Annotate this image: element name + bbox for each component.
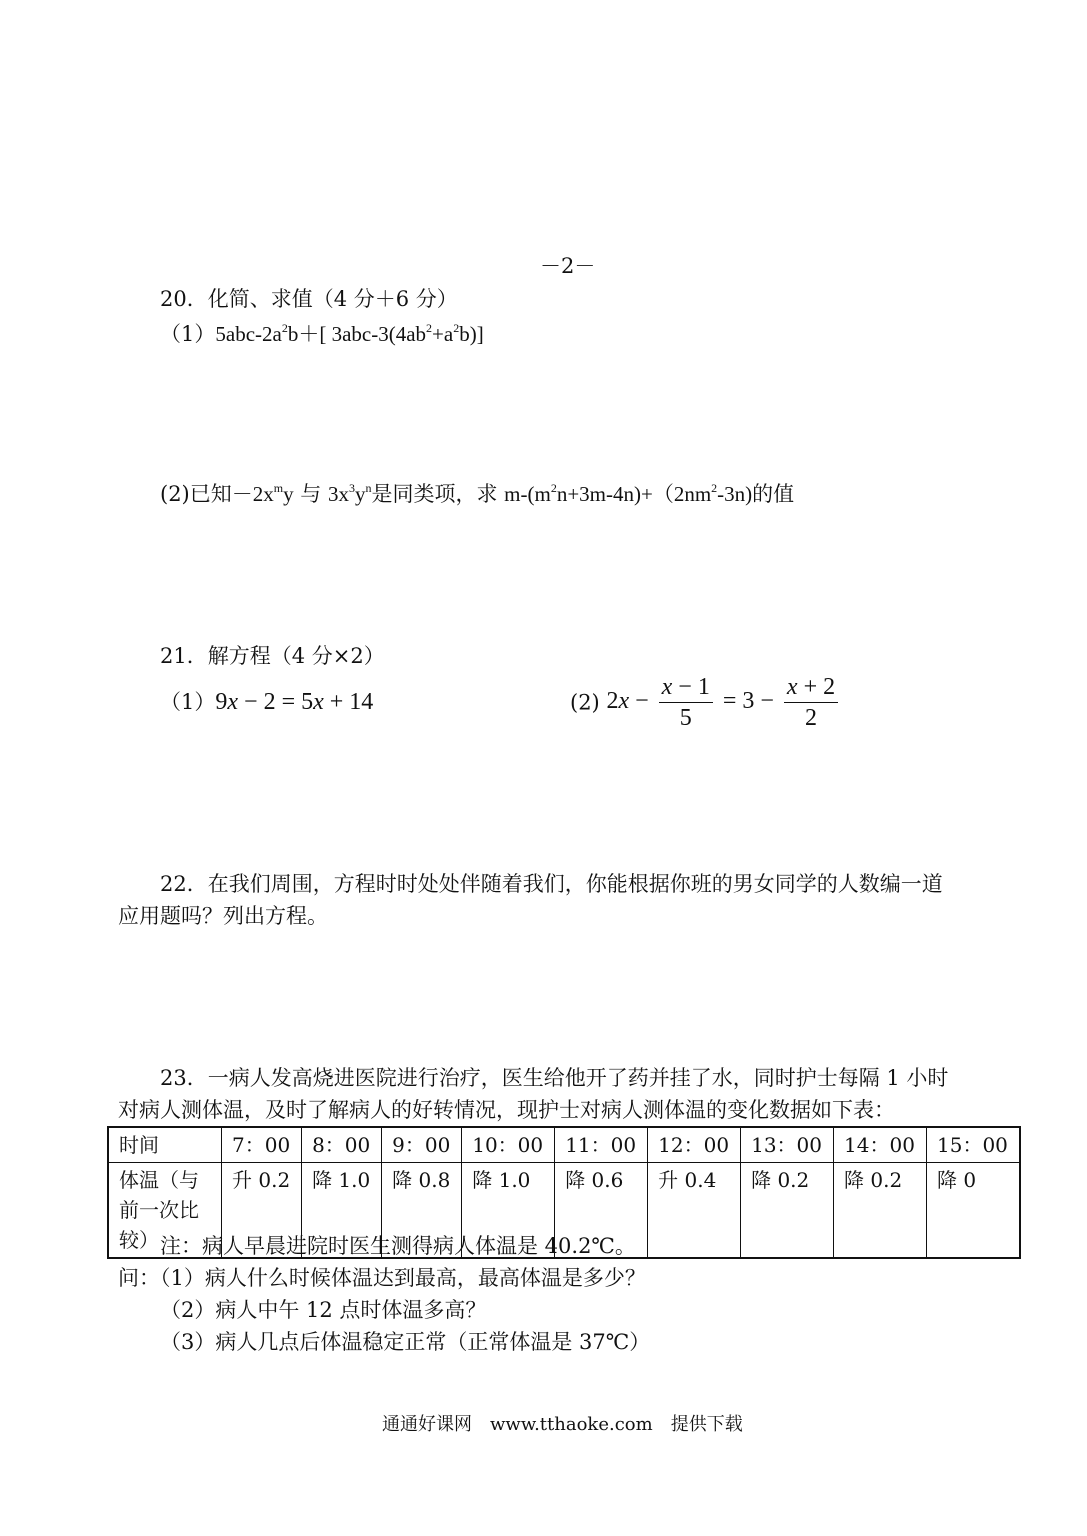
q22-line1: 22．在我们周围，方程时时处处伴随着我们，你能根据你班的男女同学的人数编一道	[160, 872, 943, 896]
q21-title: 21．解方程（4 分×2）	[160, 644, 385, 668]
q20-title: 20．化简、求值（4 分＋6 分）	[160, 287, 458, 311]
q20-part1-expression: $5abc-2a^2b+$[ $3abc-3(4ab^2+a^2b)$]	[215, 321, 484, 346]
q21-part1-label: （1）	[160, 690, 216, 714]
q20-part2	[160, 480, 794, 508]
q23-question-1-text: （1）病人什么时候体温达到最高，最高体温是多少？	[160, 1266, 646, 1290]
table-time-cell: 14：00	[834, 1127, 927, 1163]
table-row-label: 体温（与前一次比较）	[108, 1163, 222, 1259]
table-change-cell: 升 0.2	[222, 1163, 302, 1259]
q23-note: 注：病人早晨进院时医生测得病人体温是 40.2℃。	[160, 1234, 636, 1258]
table-change-cell: 降 0.2	[834, 1163, 927, 1259]
table-time-cell: 8：00	[302, 1127, 382, 1163]
page-number: －2－	[540, 254, 596, 278]
q20-term-a: $2x^my$	[252, 481, 294, 506]
q20-part2-expression: $m-(m^2n+3m-4n)+(2nm^2-3n)$	[504, 481, 753, 506]
table-time-cell: 11：00	[555, 1127, 648, 1163]
table-change-cell: 降 0.2	[741, 1163, 834, 1259]
q21-part2-label: (2)	[570, 690, 600, 715]
footer-credit: 通通好课网 www.tthaoke.com 提供下载	[382, 1414, 743, 1435]
q21-equation-1: 9x − 2 = 5x + 14	[215, 689, 374, 715]
table-time-cell: 12：00	[648, 1127, 741, 1163]
fraction-x-plus-2-over-2: $\frac{x + 2}{2}$	[784, 672, 838, 733]
table-change-cell: 升 0.4	[648, 1163, 741, 1259]
table-time-cell: 13：00	[741, 1127, 834, 1163]
q20-part2-end: 的值	[752, 482, 795, 506]
q21-equation-2: 2x − $\frac{x - 1}{5}$ = 3 − $\frac{x + 2}{2}$	[606, 688, 842, 714]
q23-question-1	[118, 1264, 646, 1292]
table-header-row	[108, 1127, 1020, 1163]
table-change-cell: 降 1.0	[462, 1163, 555, 1259]
table-time-cell: 9：00	[382, 1127, 462, 1163]
q20-part2-label: (2)已知－	[160, 482, 253, 506]
table-change-cell: 降 1.0	[302, 1163, 382, 1259]
q20-part1	[160, 320, 484, 348]
q23-question-2: （2）病人中午 12 点时体温多高？	[160, 1298, 487, 1322]
q20-term-b: $3x^3y^n$	[327, 481, 372, 506]
q23-line1: 23．一病人发高烧进医院进行治疗，医生给他开了药并挂了水，同时护士每隔 1 小时	[160, 1066, 949, 1090]
q23-ask-label: 问：	[118, 1266, 160, 1290]
q23-question-3: （3）病人几点后体温稳定正常（正常体温是 37℃）	[160, 1330, 651, 1354]
table-change-cell: 降 0.6	[555, 1163, 648, 1259]
q20-part2-and: 与	[300, 482, 322, 506]
q21-part1	[160, 688, 373, 716]
table-time-cell: 7：00	[222, 1127, 302, 1163]
q20-part2-mid: 是同类项，求	[371, 482, 498, 506]
table-change-cell: 降 0.8	[382, 1163, 462, 1259]
q21-part2	[570, 672, 842, 733]
q22-line2: 应用题吗？列出方程。	[118, 904, 328, 928]
table-time-cell: 10：00	[462, 1127, 555, 1163]
q23-line2: 对病人测体温，及时了解病人的好转情况，现护士对病人测体温的变化数据如下表：	[118, 1098, 895, 1122]
table-time-cell: 15：00	[927, 1127, 1021, 1163]
q20-part1-label: （1）	[160, 322, 216, 346]
table-header-label: 时间	[108, 1127, 222, 1163]
fraction-x-minus-1-over-5: $\frac{x - 1}{5}$	[659, 672, 713, 733]
table-change-cell: 降 0	[927, 1163, 1021, 1259]
